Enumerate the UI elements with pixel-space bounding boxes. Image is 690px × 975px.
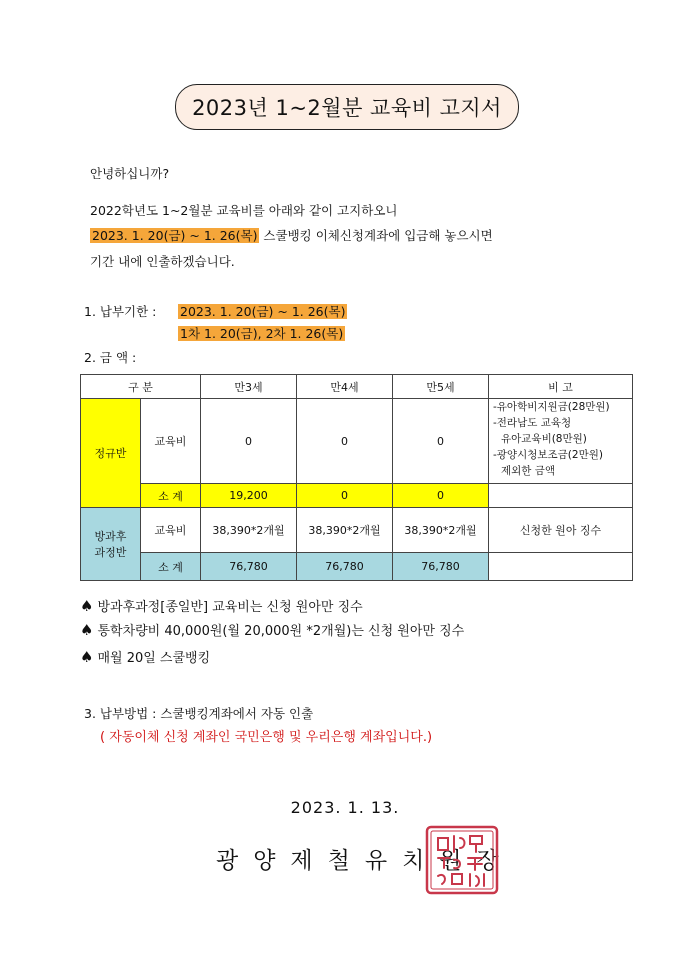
section-2-label: 2. 금 액 :: [84, 350, 137, 365]
afterschool-subtotal-age4: 76,780: [297, 553, 393, 581]
intro-line-2-rest: 스쿨뱅킹 이체신청계좌에 입금해 놓으시면: [259, 228, 493, 243]
table-header-row: [81, 375, 633, 399]
document-title: [175, 84, 519, 130]
bullet-item: ♠ 매월 20일 스쿨뱅킹: [80, 648, 211, 666]
bank-note: ( 자동이체 신청 계좌인 국민은행 및 우리은행 계좌입니다.): [100, 730, 433, 745]
spade-icon: ♠: [80, 648, 94, 666]
regular-fee-age5: 0: [393, 399, 489, 484]
payment-period: 2023. 1. 20(금) ~ 1. 26(목): [180, 304, 346, 319]
official-seal-icon: [424, 824, 500, 896]
spade-icon: ♠: [80, 597, 94, 615]
afterschool-remarks: 신청한 원아 징수: [489, 508, 633, 553]
afterschool-subtotal-age5: 76,780: [393, 553, 489, 581]
afterschool-group-label: 방과후 과정반: [81, 508, 141, 581]
regular-subtotal-age5: 0: [393, 484, 489, 508]
bullet-item: ♠ 통학차량비 40,000원(월 20,000원 *2개월)는 신청 원아만 징수: [80, 621, 465, 639]
header-remarks: 비 고: [489, 375, 633, 399]
intro-period-highlight: 2023. 1. 20(금) ~ 1. 26(목): [92, 228, 258, 243]
title-text: 2023년 1~2월분 교육비 고지서: [192, 96, 502, 120]
regular-subtotal-remarks: [489, 484, 633, 508]
afterschool-subtotal-remarks: [489, 553, 633, 581]
signature: 광양제철유치원장: [216, 848, 514, 874]
header-age3: 만3세: [201, 375, 297, 399]
table-row: [81, 399, 633, 484]
afterschool-subtotal-age3: 76,780: [201, 553, 297, 581]
header-category: 구 분: [81, 375, 201, 399]
regular-subtotal-age4: 0: [297, 484, 393, 508]
spade-icon: ♠: [80, 621, 94, 639]
intro-line-2: [90, 226, 493, 244]
regular-fee-label: 교육비: [141, 399, 201, 484]
payment-detail: 1차 1. 20(금), 2차 1. 26(목): [180, 326, 344, 341]
intro-line-1: 2022학년도 1~2월분 교육비를 아래와 같이 고지하오니: [90, 203, 398, 218]
section-1-label: 1. 납부기한 :: [84, 304, 157, 319]
table-row: [81, 508, 633, 553]
header-age4: 만4세: [297, 375, 393, 399]
header-age5: 만5세: [393, 375, 489, 399]
table-row: [81, 553, 633, 581]
regular-remarks: -유아학비지원금(28만원) -전라남도 교육청 유아교육비(8만원) -광양시청보조금(2만원) 제외한 금액: [489, 399, 633, 484]
table-row: [81, 484, 633, 508]
regular-fee-age3: 0: [201, 399, 297, 484]
greeting: 안녕하십니까?: [90, 166, 170, 181]
bullet-item: ♠ 방과후과정[종일반] 교육비는 신청 원아만 징수: [80, 597, 363, 615]
afterschool-fee-age4: 38,390*2개월: [297, 508, 393, 553]
afterschool-fee-age3: 38,390*2개월: [201, 508, 297, 553]
section-3-label: 3. 납부방법 : 스쿨뱅킹계좌에서 자동 인출: [84, 706, 314, 721]
afterschool-fee-age5: 38,390*2개월: [393, 508, 489, 553]
regular-fee-age4: 0: [297, 399, 393, 484]
regular-subtotal-label: 소 계: [141, 484, 201, 508]
regular-subtotal-age3: 19,200: [201, 484, 297, 508]
intro-line-3: 기간 내에 인출하겠습니다.: [90, 254, 235, 269]
regular-group-label: 정규반: [81, 399, 141, 508]
afterschool-subtotal-label: 소 계: [141, 553, 201, 581]
fee-table: [80, 374, 633, 581]
issue-date: 2023. 1. 13.: [290, 798, 400, 817]
afterschool-fee-label: 교육비: [141, 508, 201, 553]
